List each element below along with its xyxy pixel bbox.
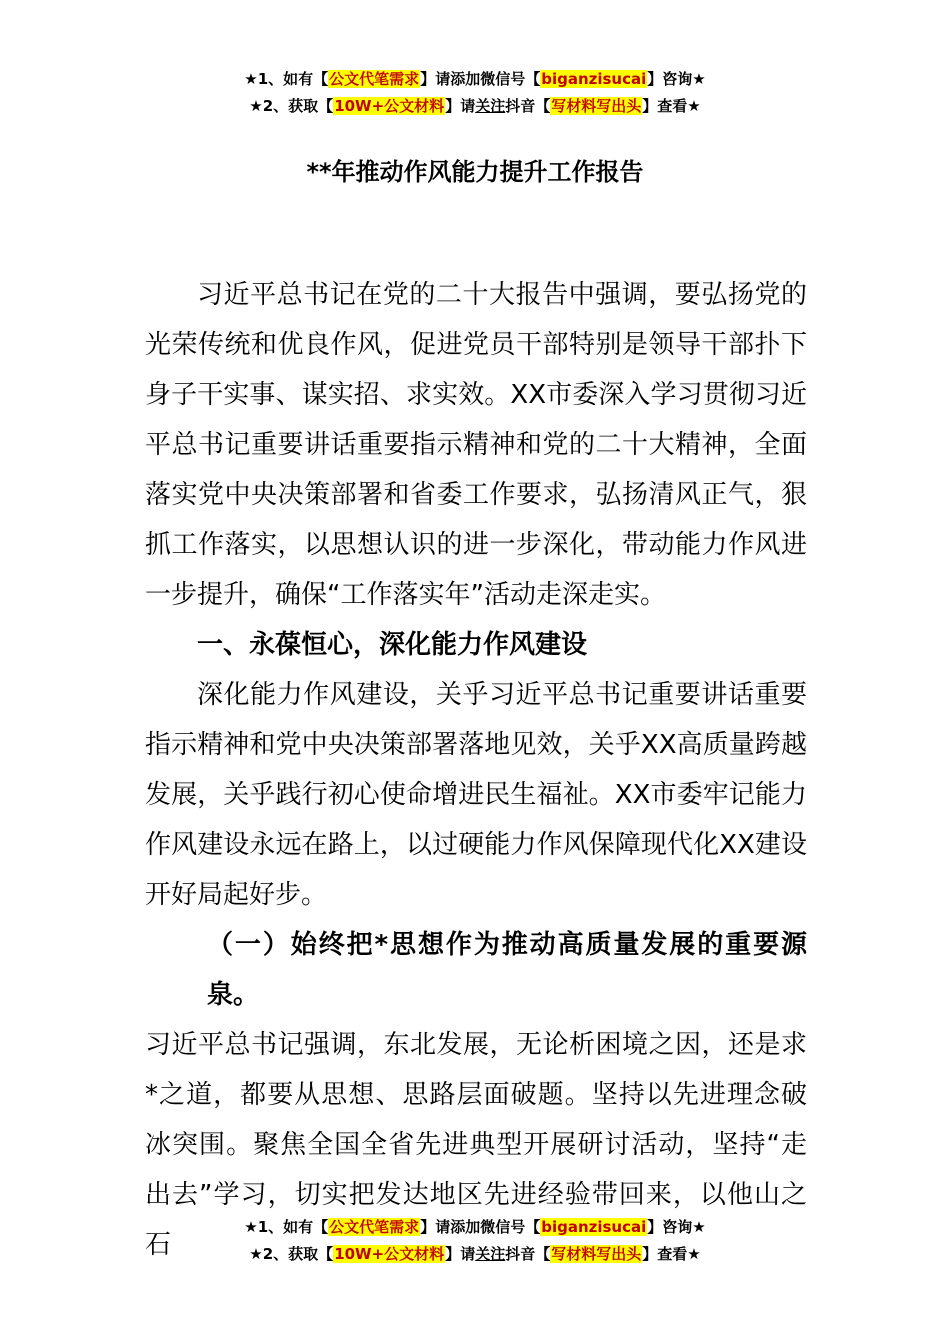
subsection-paragraph: 习近平总书记强调，东北发展，无论析困境之因，还是求*之道，都要从思想、思路层面破题。坚持以先进理念破冰突围。聚焦全国全省先进典型开展研讨活动，坚持“走出去”学习，切实把发达地区先进经验带回来，以他山之石 [145,1030,807,1260]
banner-line-1: ★1、如有【公文代笔需求】请添加微信号【biganzisucai】咨询★ [244,70,706,88]
section-paragraph: 深化能力作风建设，关乎习近平总书记重要讲话重要指示精神和党中央决策部署落地见效，关乎XX高质量跨越发展，关乎践行初心使命增进民生福祉。XX市委牢记能力作风建设永远在路上，以过硬能力作风保障现代化XX建设开好局起好步。 [145,680,807,910]
footer-banner [0,1214,950,1268]
banner-highlight: 10W+公文材料 [334,1245,445,1263]
banner-highlight: 公文代笔需求 [329,70,420,88]
banner-line-2: ★2、获取【10W+公文材料】请关注抖音【写材料写出头】查看★ [249,97,701,115]
intro-paragraph: 习近平总书记在党的二十大报告中强调，要弘扬党的光荣传统和优良作风，促进党员干部特别是领导干部扑下身子干实事、谋实招、求实效。XX市委深入学习贯彻习近平总书记重要讲话重要指示精神和党的二十大精神，全面落实党中央决策部署和省委工作要求，弘扬清风正气，狠抓工作落实，以思想认识的进一步深化，带动能力作风进一步提升，确保“工作落实年”活动走深走实。 [145,280,807,610]
banner-highlight: 10W+公文材料 [334,97,445,115]
banner-highlight: 公文代笔需求 [329,1218,420,1236]
banner-highlight: 写材料写出头 [551,97,642,115]
banner-line-2: ★2、获取【10W+公文材料】请关注抖音【写材料写出头】查看★ [249,1245,701,1263]
banner-highlight: biganzisucai [541,70,647,88]
banner-highlight: biganzisucai [541,1218,647,1236]
header-banner [0,66,950,120]
banner-line-1: ★1、如有【公文代笔需求】请添加微信号【biganzisucai】咨询★ [244,1218,706,1236]
subsection-heading: （一）始终把*思想作为推动高质量发展的重要源泉。 [207,930,807,1010]
document-title: **年推动作风能力提升工作报告 [306,158,644,186]
section-heading: 一、永葆恒心，深化能力作风建设 [197,630,588,660]
banner-highlight: 写材料写出头 [551,1245,642,1263]
document-body [145,270,807,1270]
